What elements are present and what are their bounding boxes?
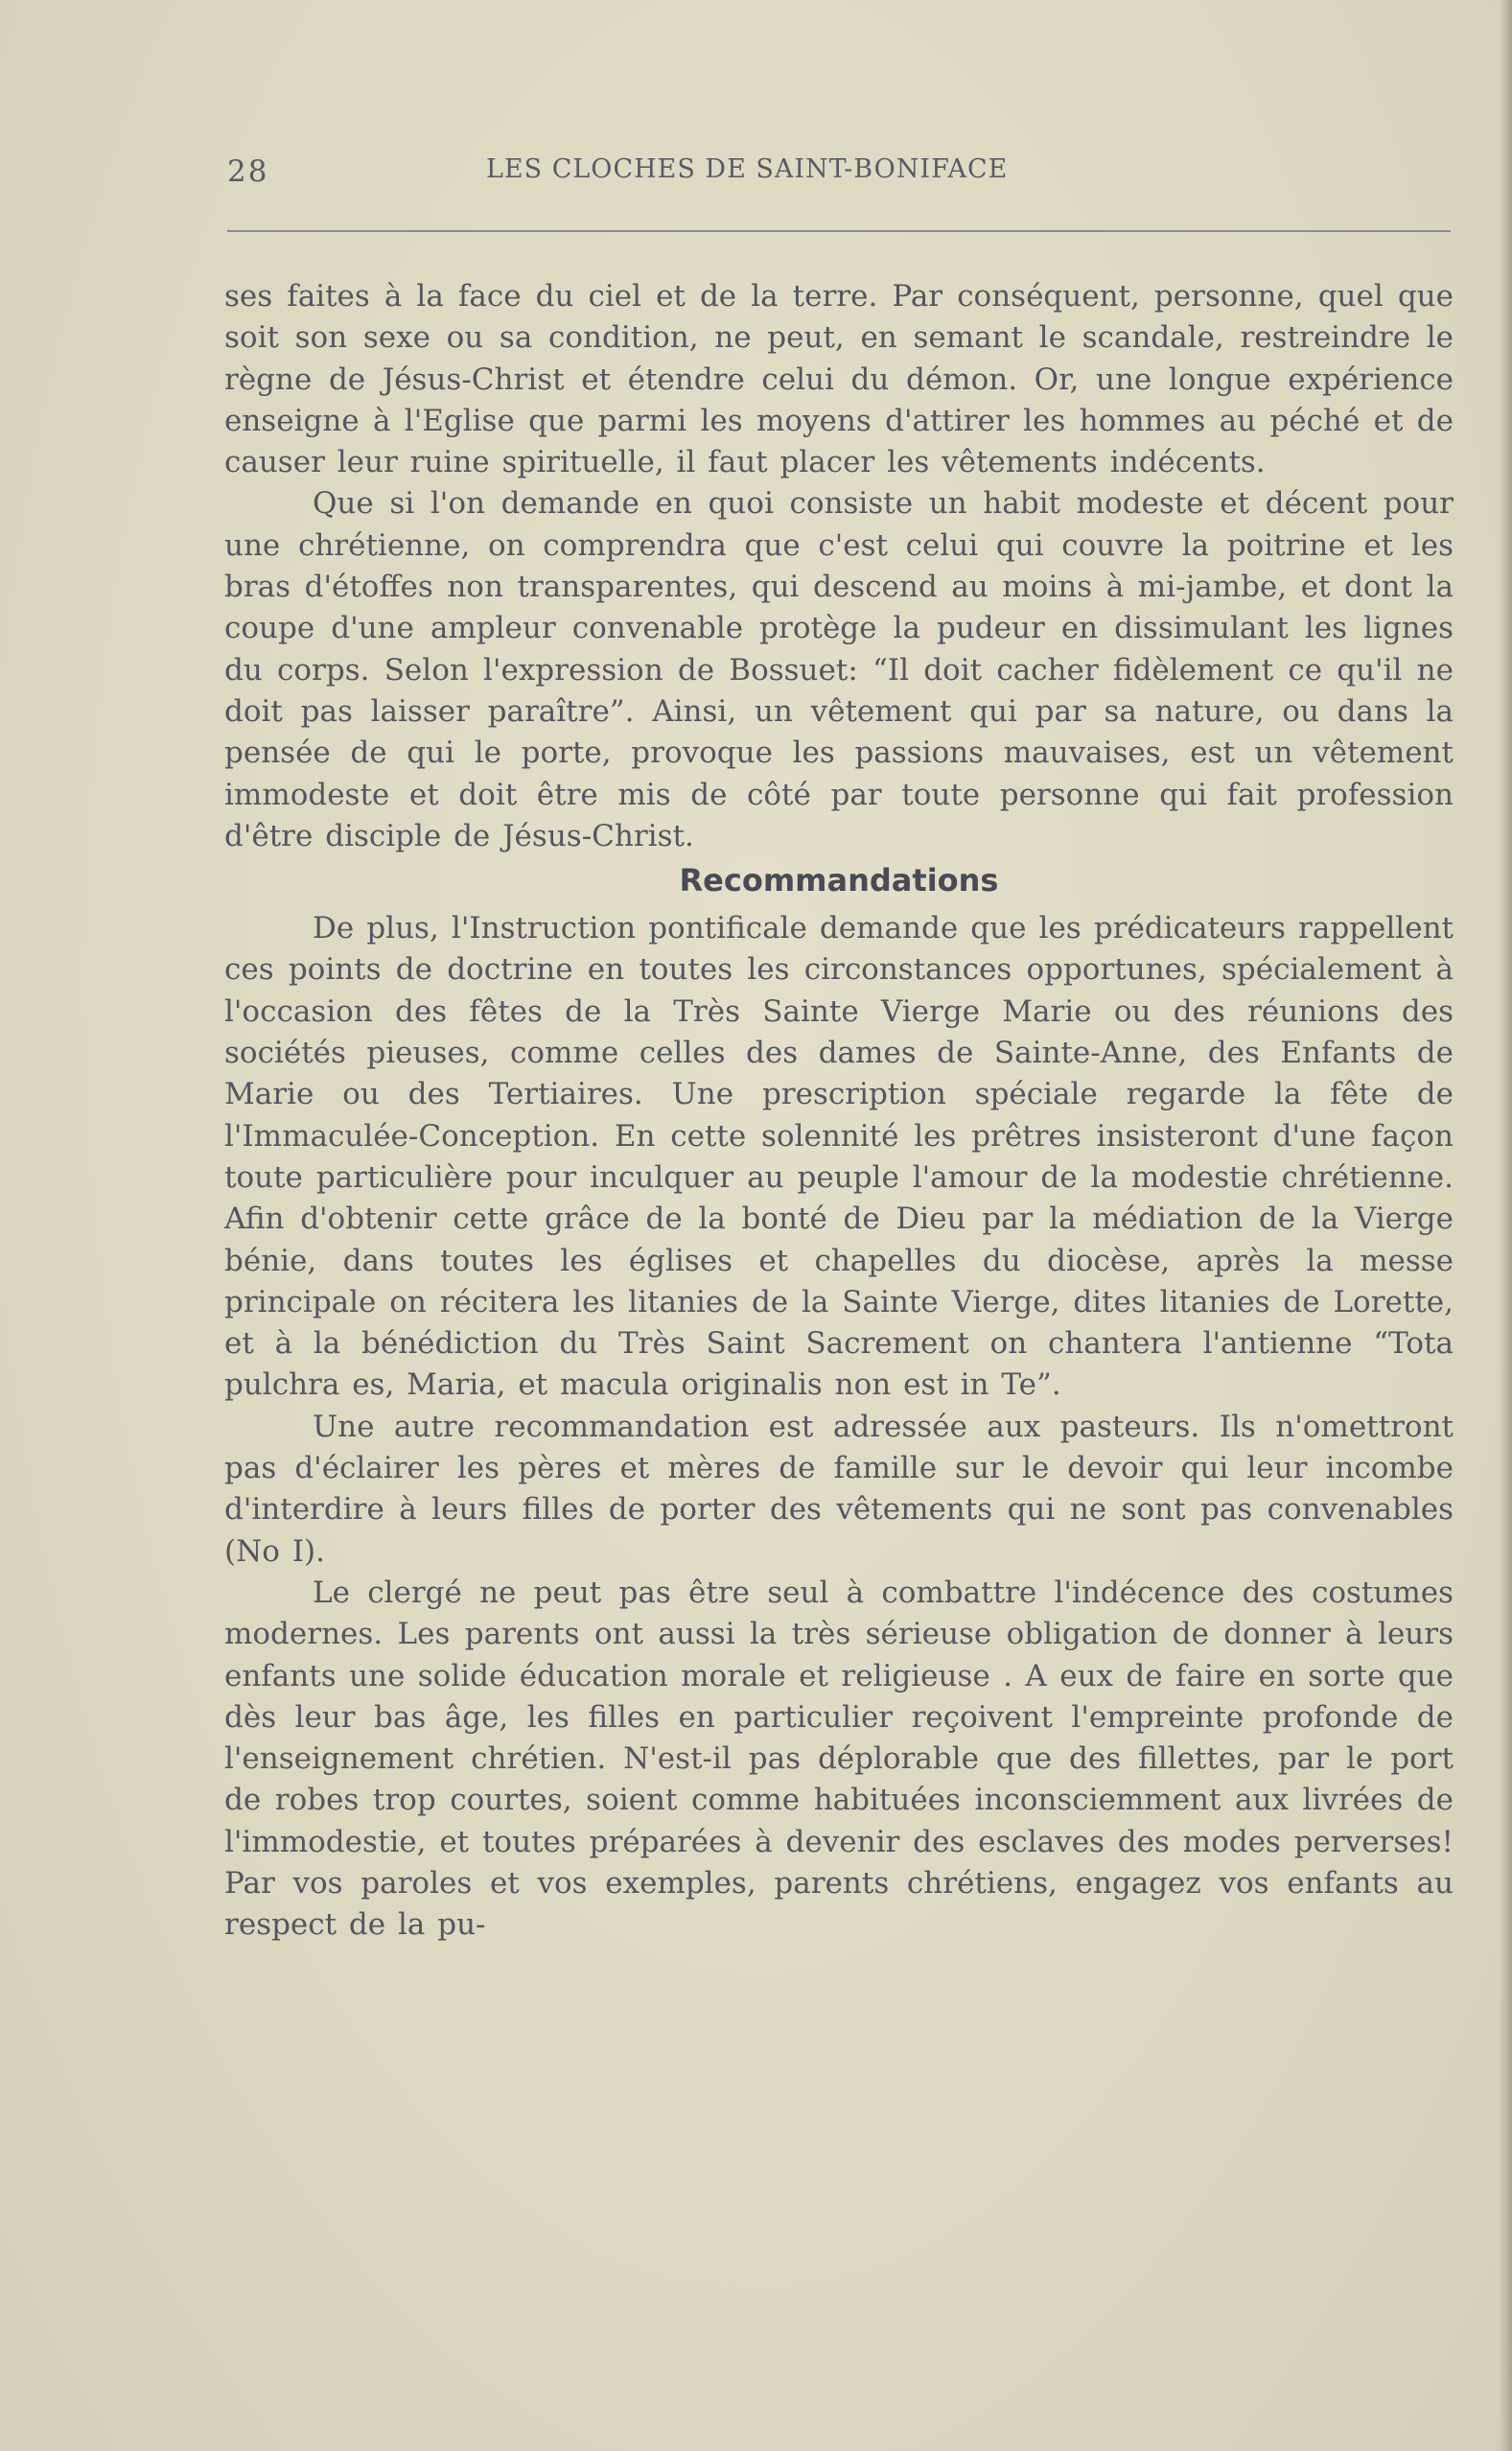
paragraph: Que si l'on demande en quoi consiste un habit modeste et décent pour une chrétienne, on comprendra que c'est celui qui couvre la poitrine et les bras d'étoffes non transparentes, qui descend au moins à mi-jambe, et dont la coupe d'une ampleur convenable protège la pudeur en dissimulant les lignes du corps. Selon l'expression de Bossuet: “Il doit cacher fidèlement ce qu'il ne doit pas laisser paraître”. Ainsi, un vêtement qui par sa nature, ou dans la pensée de qui le porte, provoque les passions mauvaises, est un vêtement immodeste et doit être mis de côté par toute personne qui fait profession d'être disciple de Jésus-Christ. bbox=[224, 486, 1454, 853]
header-rule bbox=[227, 230, 1451, 232]
paragraph: Une autre recommandation est adressée aux pasteurs. Ils n'omettront pas d'éclairer les pères et mères de famille sur le devoir qui leur incombe d'interdire à leurs filles de porter des vêtements qui ne sont pas convenables (No I). bbox=[224, 1409, 1454, 1569]
body-text bbox=[224, 276, 1454, 1947]
running-title: LES CLOCHES DE SAINT-BONIFACE bbox=[486, 154, 1009, 184]
paragraph: Le clergé ne peut pas être seul à combattre l'indécence des costumes modernes. Les parents ont aussi la très sérieuse obligation de donner à leurs enfants une solide éducation morale et religieuse . A eux de faire en sorte que dès leur bas âge, les filles en particulier reçoivent l'empreinte profonde de l'enseignement chrétien. N'est-il pas déplorable que des fillettes, par le port de robes trop courtes, soient comme habituées inconsciemment aux livrées de l'immodestie, et toutes préparées à devenir des esclaves des modes perverses! Par vos paroles et vos exemples, parents chrétiens, engagez vos enfants au respect de la pu- bbox=[224, 1575, 1454, 1943]
page-header bbox=[227, 149, 1451, 197]
page-number: 28 bbox=[227, 154, 269, 189]
paragraph-continued: ses faites à la face du ciel et de la terre. Par conséquent, personne, quel que soit son sexe ou sa condition, ne peut, en semant le scandale, restreindre le règne de Jésus-Christ et étendre celui du démon. Or, une longue expérience enseigne à l'Eglise que parmi les moyens d'attirer les hommes au péché et de causer leur ruine spirituelle, il faut placer les vêtements indécents. bbox=[224, 279, 1454, 480]
section-heading: Recommandations bbox=[679, 862, 999, 899]
paragraph: De plus, l'Instruction pontificale demande que les prédicateurs rappellent ces points de doctrine en toutes les circonstances opportunes, spécialement à l'occasion des fêtes de la Très Sainte Vierge Marie ou des réunions des sociétés pieuses, comme celles des dames de Sainte-Anne, des Enfants de Marie ou des Tertiaires. Une prescription spéciale regarde la fête de l'Immaculée-Conception. En cette solennité les prêtres insisteront d'une façon toute particulière pour inculquer au peuple l'amour de la modestie chrétienne. Afin d'obtenir cette grâce de la bonté de Dieu par la médiation de la Vierge bénie, dans toutes les églises et chapelles du diocèse, après la messe principale on récitera les litanies de la Sainte Vierge, dites litanies de Lorette, et à la bénédiction du Très Saint Sacrement on chantera l'antienne “Tota pulchra es, Maria, et macula originalis non est in Te”. bbox=[224, 911, 1454, 1403]
